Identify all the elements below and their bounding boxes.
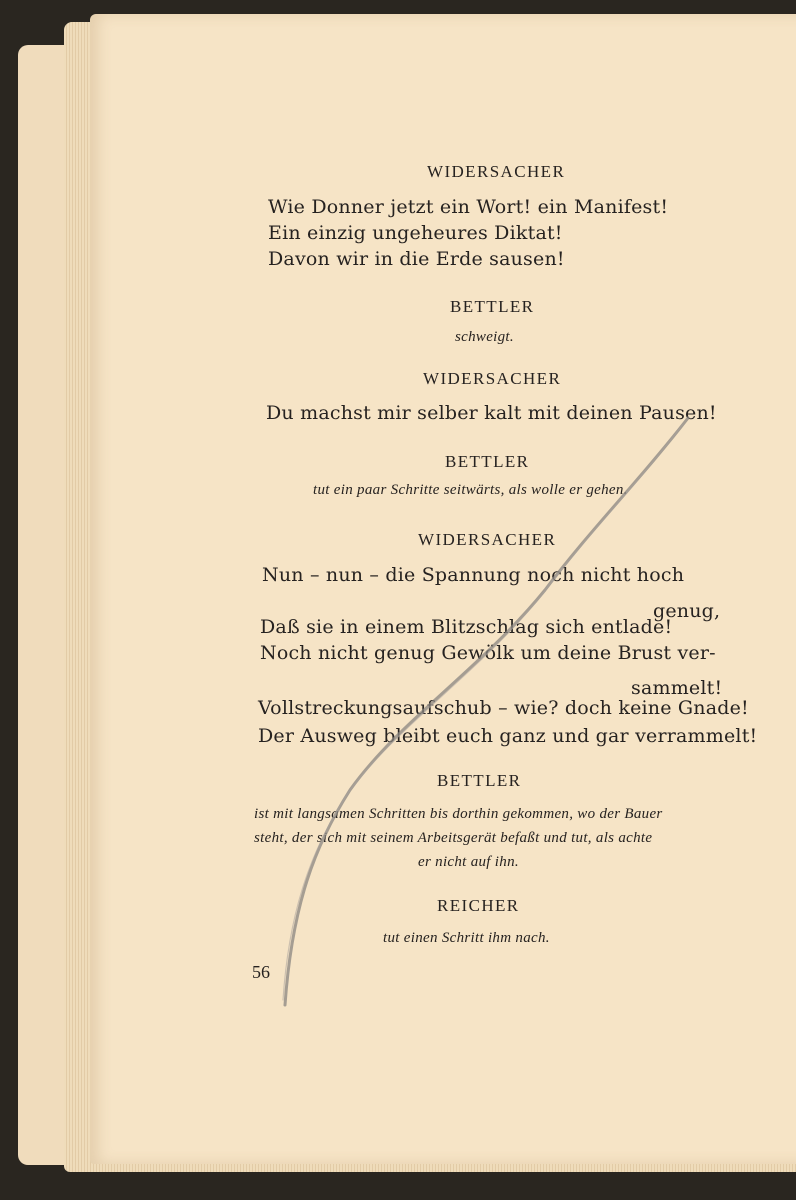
verse-line: Nun – nun – die Spannung noch nicht hoch [262, 564, 685, 586]
verse-line: Davon wir in die Erde sausen! [268, 248, 565, 270]
stage-direction: tut ein paar Schritte seitwärts, als wolle er gehen. [313, 482, 628, 498]
stage-direction: tut einen Schritt ihm nach. [383, 930, 550, 946]
speaker-widersacher: WIDERSACHER [427, 162, 566, 181]
verse-line: Vollstreckungsaufschub – wie? doch keine Gnade! [258, 697, 749, 719]
stage-direction: ist mit langsamen Schritten bis dorthin gekommen, wo der Bauer [254, 806, 663, 822]
speaker-bettler: BETTLER [445, 452, 530, 471]
verse-line: Noch nicht genug Gewölk um deine Brust ver- [260, 642, 716, 664]
speaker-widersacher: WIDERSACHER [423, 369, 562, 388]
speaker-bettler: BETTLER [450, 297, 535, 316]
speaker-bettler: BETTLER [437, 771, 522, 790]
verse-line-continuation: genug, [653, 600, 721, 622]
speaker-widersacher: WIDERSACHER [418, 530, 557, 549]
verse-line: Du machst mir selber kalt mit deinen Pausen! [266, 402, 717, 424]
stage-direction: er nicht auf ihn. [418, 854, 519, 870]
verse-line: Daß sie in einem Blitzschlag sich entlade! [260, 616, 673, 638]
verse-line: Ein einzig ungeheures Diktat! [268, 222, 563, 244]
book-page [90, 14, 796, 1164]
stage-direction: schweigt. [455, 329, 514, 345]
page-number: 56 [252, 962, 270, 982]
stage-direction: steht, der sich mit seinem Arbeitsgerät befaßt und tut, als achte [254, 830, 653, 846]
verse-line-continuation: sammelt! [631, 677, 723, 699]
verse-line: Wie Donner jetzt ein Wort! ein Manifest! [268, 196, 669, 218]
speaker-reicher: REICHER [437, 896, 520, 915]
verse-line: Der Ausweg bleibt euch ganz und gar verrammelt! [258, 725, 758, 747]
